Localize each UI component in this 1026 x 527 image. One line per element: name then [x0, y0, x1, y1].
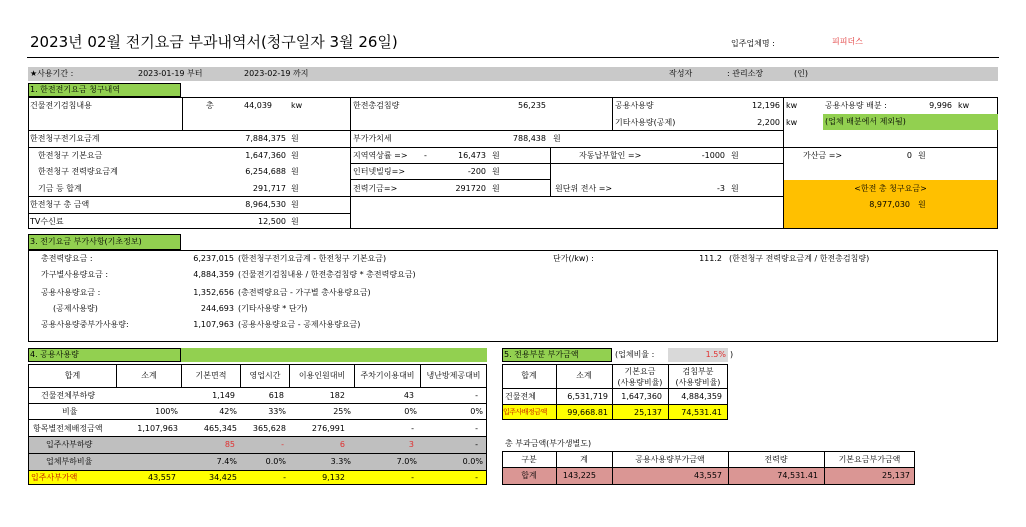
bill-row-label: 한전청구 기본요금 — [38, 151, 103, 160]
info-note: (총전력량요금 - 가구별 총사용량요금) — [238, 288, 371, 297]
s1-line — [350, 179, 550, 180]
info-note: (한전청구전기요금계 - 한전청구 기본요금) — [238, 254, 387, 263]
s4-cell: 465,345 — [203, 424, 237, 433]
s5-cell: 99,668.81 — [567, 408, 608, 417]
s4-cell: 42% — [219, 407, 237, 416]
bill-row-value: 1,647,360 — [245, 151, 286, 160]
excluded-note: (업체 배분에서 제외됨) — [825, 117, 906, 126]
bill-row-value: 12,500 — [258, 217, 286, 226]
total-cell: 43,557 — [694, 471, 722, 480]
s5-cell: 6,531,719 — [567, 392, 608, 401]
s5-hline — [502, 388, 728, 389]
surcharge-value: 0 — [906, 151, 912, 160]
s5-cell: 1,647,360 — [621, 392, 662, 401]
info-label: 공용사용량요금 : — [41, 288, 101, 297]
s4-cell: 276,991 — [311, 424, 345, 433]
s4-cell: 비율 — [62, 407, 78, 416]
bill-row-label: 한전청구 전력량요금계 — [38, 167, 118, 176]
s4-cell: 9,132 — [322, 473, 345, 482]
s4-cell: 34,425 — [209, 473, 237, 482]
fund-unit: 원 — [492, 184, 500, 193]
rounding-label: 원단위 전사 => — [555, 184, 613, 193]
tenant-label: 입주업체명 : — [731, 39, 775, 48]
meter-label: 건물전기검침내용 — [30, 101, 92, 110]
s4-cell: 3.3% — [330, 457, 351, 466]
period-to: 2023-02-19 까지 — [244, 69, 309, 78]
s4-cell: 1,107,963 — [137, 424, 178, 433]
s5-hline — [502, 404, 728, 405]
s4-cell: 7.0% — [396, 457, 417, 466]
s5-cell: 건물전체 — [505, 392, 536, 401]
kepco-meter-label: 한전총검침량 — [353, 101, 400, 110]
unit-price-note: (한전청구 전력량요금계 / 한전총검침량) — [729, 254, 870, 263]
section1-title: 1. 한전전기요금 청구내역 — [30, 85, 120, 94]
kepco-total-value: 8,977,030 — [869, 200, 910, 209]
s4-cell: - — [411, 424, 414, 433]
s4-cell: 43,557 — [148, 473, 176, 482]
s4-cell: - — [475, 424, 478, 433]
fund-label: 전력기금=> — [353, 184, 398, 193]
s4-cell: 0% — [404, 407, 417, 416]
s4-hline — [28, 419, 487, 420]
s4-cell: - — [283, 473, 286, 482]
s1-line — [350, 163, 783, 164]
common-usage-unit: kw — [786, 101, 798, 110]
s4-cell: - — [411, 473, 414, 482]
section3-frame — [28, 250, 998, 342]
s4-cell: 1,149 — [212, 391, 235, 400]
top-rule — [27, 57, 999, 58]
author-name: : 관리소장 — [727, 69, 764, 78]
bill-row-label: 한전청구 총 금액 — [30, 200, 90, 209]
s5-header: 검침부분 (사용량비율) — [675, 367, 721, 387]
s4-header: 주차기이용대비 — [360, 371, 415, 380]
s1-line — [28, 213, 350, 214]
internet-label: 인터넷빌링=> — [353, 167, 406, 176]
s4-cell: 365,628 — [252, 424, 286, 433]
s1-line — [28, 130, 783, 131]
common-usage-label: 공용사용량 — [615, 101, 654, 110]
s4-cell: 25% — [333, 407, 351, 416]
info-label: (공제사용량) — [53, 304, 98, 313]
s5-header: 소계 — [576, 371, 592, 380]
s4-cell: 3 — [408, 440, 414, 449]
s4-cell: - — [475, 473, 478, 482]
other-usage-unit: kw — [786, 118, 798, 127]
meter-total-unit: kw — [291, 101, 303, 110]
s4-cell: 6 — [339, 440, 345, 449]
bill-row-unit: 원 — [291, 217, 299, 226]
s5-cell: 입주사배정금액 — [503, 408, 547, 416]
bill-row-unit: 원 — [291, 200, 299, 209]
s4-cell: 항목별전체배정금액 — [33, 424, 103, 433]
s4-cell: 43 — [403, 391, 414, 400]
s1-vline — [182, 97, 183, 131]
bill-row-unit: 원 — [291, 184, 299, 193]
kepco-total-unit: 원 — [918, 200, 926, 209]
s4-cell: 618 — [268, 391, 284, 400]
s1-vline — [550, 147, 551, 196]
s4-header: 소계 — [141, 371, 157, 380]
regional-label: 지역역상률 => — [353, 151, 408, 160]
s5-header: 기본요금 (사용량비율) — [617, 367, 663, 387]
meter-total-value: 44,039 — [244, 101, 272, 110]
section4-header-ext — [181, 348, 487, 362]
s4-cell: 182 — [329, 391, 345, 400]
s5-cell: 25,137 — [634, 408, 662, 417]
bill-row-value: 6,254,688 — [245, 167, 286, 176]
s1-vline — [612, 97, 613, 131]
s4-hline — [28, 470, 487, 471]
s4-cell: 건물전체부하량 — [41, 391, 96, 400]
info-value: 4,884,359 — [193, 270, 234, 279]
s4-header: 영업시간 — [249, 371, 281, 380]
info-label: 공용사용량중부가사용량: — [41, 320, 129, 329]
bill-row-unit: 원 — [291, 151, 299, 160]
info-value: 1,107,963 — [193, 320, 234, 329]
rounding-unit: 원 — [731, 184, 739, 193]
regional-value: 16,473 — [458, 151, 486, 160]
total-cell: 143,225 — [562, 471, 596, 480]
rounding-value: -3 — [717, 184, 725, 193]
ratio-label: (업체비율 : — [615, 350, 655, 359]
section3-title: 3. 전기요금 부가사항(기초정보) — [30, 237, 142, 246]
total-cell: 25,137 — [882, 471, 910, 480]
common-usage-value: 12,196 — [752, 101, 780, 110]
total-header: 공용사용량부가금액 — [635, 455, 705, 464]
total-header: 기본요금부가금액 — [838, 455, 901, 464]
vat-value: 788,438 — [512, 134, 546, 143]
period-from: 2023-01-19 부터 — [138, 69, 203, 78]
s4-cell: 0.0% — [462, 457, 483, 466]
info-note: (기타사용량 * 단가) — [238, 304, 308, 313]
autopay-value: -1000 — [701, 151, 725, 160]
section4-title: 4. 공용사용량 — [30, 350, 79, 359]
fund-value: 291720 — [455, 184, 486, 193]
s4-cell: - — [281, 440, 284, 449]
meter-total-label: 총 — [206, 101, 214, 110]
total-title: 총 부과금액(부가생별도) — [505, 439, 592, 448]
common-alloc-label: 공용사용량 배분 : — [825, 101, 887, 110]
info-note: (건물전기검침내용 / 한전총검침량 * 총전력량요금) — [238, 270, 416, 279]
autopay-label: 자동납부할인 => — [579, 151, 642, 160]
autopay-unit: 원 — [731, 151, 739, 160]
info-value: 244,693 — [200, 304, 234, 313]
bill-row-value: 8,964,530 — [245, 200, 286, 209]
bill-row-value: 7,884,375 — [245, 134, 286, 143]
bill-row-unit: 원 — [291, 167, 299, 176]
s1-line — [28, 147, 998, 148]
vat-label: 부가가치세 — [353, 134, 392, 143]
tenant-name: 피피더스 — [832, 37, 863, 46]
s4-cell: 7.4% — [216, 457, 237, 466]
s4-cell: 0% — [470, 407, 483, 416]
total-cell: 74,531.41 — [777, 471, 818, 480]
unit-price-label: 단가(/kw) : — [553, 254, 594, 263]
bill-row-value: 291,717 — [252, 184, 286, 193]
regional-unit: 원 — [492, 151, 500, 160]
s5-header: 합계 — [521, 371, 537, 380]
s4-header: 기본면적 — [195, 371, 227, 380]
s4-cell: 입주사부가액 — [31, 473, 78, 482]
s4-cell: 85 — [224, 440, 235, 449]
s4-header: 합계 — [64, 371, 81, 380]
total-hline — [502, 467, 915, 468]
common-alloc-value: 9,996 — [929, 101, 952, 110]
info-label: 총전력량요금 : — [41, 254, 93, 263]
s1-line — [28, 196, 783, 197]
s4-cell: - — [475, 440, 478, 449]
total-cell: 합계 — [521, 471, 537, 480]
s4-cell: 0.0% — [265, 457, 286, 466]
s4-header: 이용인원대비 — [298, 371, 346, 380]
s4-cell: 업체부하비율 — [46, 457, 93, 466]
info-note: (공용사용량요금 - 공제사용량요금) — [238, 320, 361, 329]
total-header: 계 — [580, 455, 588, 464]
common-alloc-unit: kw — [958, 101, 970, 110]
ratio-close: ) — [730, 350, 734, 359]
s5-cell: 4,884,359 — [681, 392, 722, 401]
internet-value: -200 — [467, 167, 486, 176]
kepco-total-label: <한전 총 청구요금> — [854, 184, 927, 193]
page-title: 2023년 02월 전기요금 부과내역서(청구일자 3월 26일) — [30, 33, 398, 51]
s4-cell: 입주사부하량 — [46, 440, 93, 449]
vat-unit: 원 — [553, 134, 561, 143]
s5-cell: 74,531.41 — [681, 408, 722, 417]
bill-row-label: 한전청구전기요금계 — [30, 134, 100, 143]
other-usage-value: 2,200 — [757, 118, 780, 127]
internet-unit: 원 — [492, 167, 500, 176]
kepco-meter-value: 56,235 — [518, 101, 546, 110]
info-value: 1,352,656 — [193, 288, 234, 297]
s4-cell: 33% — [268, 407, 286, 416]
regional-dash: - — [424, 151, 427, 160]
s4-header: 냉난방제공대비 — [426, 371, 481, 380]
surcharge-unit: 원 — [918, 151, 926, 160]
surcharge-label: 가산금 => — [803, 151, 843, 160]
s4-hline — [28, 453, 487, 454]
s1-vline — [350, 97, 351, 229]
unit-price-value: 111.2 — [699, 254, 722, 263]
section5-title: 5. 전용부분 부가금액 — [504, 350, 579, 359]
author-label: 작성자 — [669, 69, 693, 78]
s4-hline — [28, 403, 487, 404]
ratio-value: 1.5% — [705, 350, 726, 359]
s4-cell: - — [475, 391, 478, 400]
info-label: 가구별사용량요금 : — [41, 270, 109, 279]
bill-row-label: TV수신료 — [30, 217, 64, 226]
other-usage-label: 기타사용량(공제) — [615, 118, 676, 127]
info-value: 6,237,015 — [193, 254, 234, 263]
bill-row-label: 기금 등 합계 — [38, 184, 82, 193]
s4-hline — [28, 436, 487, 437]
period-label: ★사용기간 : — [30, 69, 74, 78]
author-seal: (인) — [794, 69, 808, 78]
s4-cell: 100% — [155, 407, 178, 416]
bill-row-unit: 원 — [291, 134, 299, 143]
total-header: 구분 — [521, 455, 537, 464]
total-header: 전력량 — [764, 455, 788, 464]
